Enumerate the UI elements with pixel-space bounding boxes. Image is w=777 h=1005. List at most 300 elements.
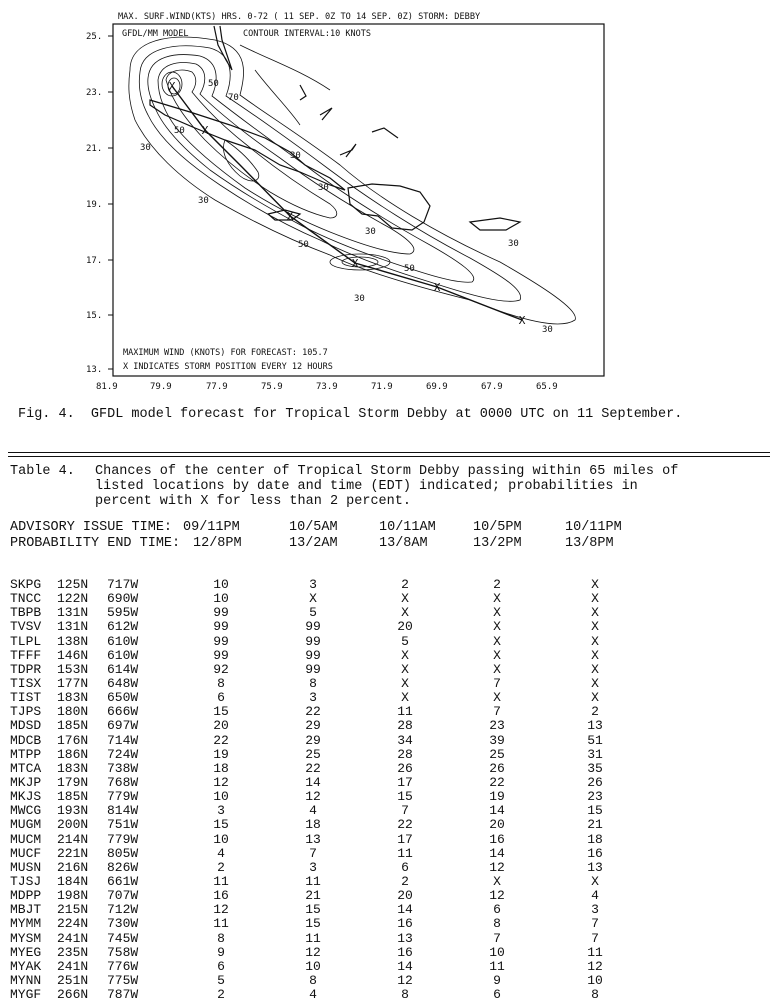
- probability-cell: 6: [493, 902, 501, 918]
- lat-label: 21.: [86, 144, 103, 154]
- lat-label: 15.: [86, 311, 103, 321]
- wind-contours: [129, 37, 576, 324]
- table-row: [10, 917, 710, 931]
- probability-cell: 2: [401, 873, 409, 889]
- station-latitude: 146N: [57, 647, 89, 663]
- puerto-rico-coast: [470, 218, 520, 230]
- probability-cell: 12: [587, 958, 603, 974]
- table-row: [10, 620, 710, 634]
- florida-coast: [214, 26, 232, 70]
- probability-cell: 5: [217, 972, 225, 988]
- forecast-map-figure: [0, 0, 777, 400]
- probability-cell: 39: [489, 732, 505, 748]
- station-latitude: 251N: [57, 972, 89, 988]
- table-row: [10, 847, 710, 861]
- station-longitude: 612W: [107, 619, 139, 635]
- table-row: [10, 818, 710, 832]
- probability-cell: X: [493, 619, 501, 635]
- station-longitude: 666W: [107, 704, 139, 720]
- station-longitude: 775W: [107, 972, 139, 988]
- station-latitude: 185N: [57, 718, 89, 734]
- probability-cell: 18: [305, 817, 321, 833]
- probability-cell: 2: [217, 859, 225, 875]
- probability-cell: 12: [489, 859, 505, 875]
- station-latitude: 241N: [57, 958, 89, 974]
- probability-cell: 26: [397, 760, 413, 776]
- table-row: [10, 974, 710, 988]
- probability-cell: 16: [213, 888, 229, 904]
- station-latitude: 131N: [57, 619, 89, 635]
- probability-cell: 5: [401, 633, 409, 649]
- station-code: MTPP: [10, 746, 42, 762]
- probability-cell: X: [591, 661, 599, 677]
- probability-cell: 25: [489, 746, 505, 762]
- end-time: 13/2AM: [289, 536, 338, 551]
- station-code: MYSM: [10, 930, 42, 946]
- probability-cell: 11: [305, 930, 321, 946]
- probability-cell: 19: [213, 746, 229, 762]
- probability-cell: 19: [489, 789, 505, 805]
- station-code: MDPP: [10, 888, 42, 904]
- station-longitude: 779W: [107, 831, 139, 847]
- table-row: [10, 804, 710, 818]
- end-time: 12/8PM: [193, 536, 242, 551]
- probability-cell: 13: [397, 930, 413, 946]
- table-row: [10, 946, 710, 960]
- probability-cell: X: [591, 690, 599, 706]
- probability-cell: X: [401, 605, 409, 621]
- probability-cell: 8: [493, 916, 501, 932]
- station-longitude: 745W: [107, 930, 139, 946]
- probability-cell: X: [591, 873, 599, 889]
- probability-cell: 7: [401, 803, 409, 819]
- advisory-issue-label: ADVISORY ISSUE TIME:: [10, 520, 173, 535]
- probability-cell: X: [309, 591, 317, 607]
- station-code: MUCF: [10, 845, 42, 861]
- contour-label: 30: [140, 143, 151, 153]
- probability-cell: X: [401, 591, 409, 607]
- probability-cell: 16: [489, 831, 505, 847]
- probability-cell: 10: [587, 972, 603, 988]
- station-latitude: 186N: [57, 746, 89, 762]
- station-code: SKPG: [10, 577, 42, 592]
- jamaica-coast: [268, 210, 300, 220]
- lon-label: 69.9: [426, 382, 448, 392]
- station-latitude: 241N: [57, 930, 89, 946]
- station-code: MKJP: [10, 774, 42, 790]
- issue-time: 10/11PM: [565, 520, 622, 535]
- station-longitude: 730W: [107, 916, 139, 932]
- lon-label: 75.9: [261, 382, 283, 392]
- probability-cell: 10: [213, 831, 229, 847]
- station-latitude: 216N: [57, 859, 89, 875]
- probability-cell: 14: [489, 803, 505, 819]
- probability-cell: 7: [309, 845, 317, 861]
- issue-time: 09/11PM: [183, 520, 240, 535]
- station-longitude: 650W: [107, 690, 139, 706]
- probability-cell: 4: [217, 845, 225, 861]
- station-longitude: 697W: [107, 718, 139, 734]
- probability-cell: 8: [309, 972, 317, 988]
- probability-cell: 11: [213, 873, 229, 889]
- probability-cell: 9: [217, 944, 225, 960]
- probability-cell: 7: [493, 704, 501, 720]
- probability-cell: 4: [309, 987, 317, 1003]
- station-longitude: 826W: [107, 859, 139, 875]
- station-longitude: 690W: [107, 591, 139, 607]
- table-caption-text: [95, 464, 715, 509]
- station-latitude: 198N: [57, 888, 89, 904]
- probability-cell: X: [591, 675, 599, 691]
- contour-label: 50: [208, 79, 219, 89]
- table-row: [10, 988, 710, 1002]
- table-label: Table 4.: [10, 464, 75, 479]
- probability-cell: 10: [305, 958, 321, 974]
- station-longitude: 779W: [107, 789, 139, 805]
- storm-position-x-icon: X: [518, 314, 526, 327]
- probability-cell: 16: [397, 916, 413, 932]
- station-code: MYEG: [10, 944, 42, 960]
- probability-cell: 28: [397, 746, 413, 762]
- station-longitude: 610W: [107, 633, 139, 649]
- table-row: [10, 861, 710, 875]
- probability-cell: 99: [305, 633, 321, 649]
- probability-cell: 17: [397, 774, 413, 790]
- probability-cell: 22: [305, 760, 321, 776]
- probability-cell: 92: [213, 661, 229, 677]
- station-latitude: 122N: [57, 591, 89, 607]
- probability-cell: 11: [587, 944, 603, 960]
- probability-cell: X: [401, 675, 409, 691]
- station-longitude: 787W: [107, 987, 139, 1003]
- probability-cell: 99: [305, 661, 321, 677]
- probability-cell: X: [493, 605, 501, 621]
- probability-cell: 20: [489, 817, 505, 833]
- lat-label: 13.: [86, 365, 103, 375]
- contour-label: 30: [198, 196, 209, 206]
- map-header: MAX. SURF.WIND(KTS) HRS. 0-72 ( 11 SEP. 0Z TO 14 SEP. 0Z) STORM: DEBBY: [118, 12, 481, 22]
- station-latitude: 224N: [57, 916, 89, 932]
- station-latitude: 180N: [57, 704, 89, 720]
- probability-cell: 7: [493, 930, 501, 946]
- table-row: [10, 776, 710, 790]
- probability-cell: 10: [213, 577, 229, 592]
- station-latitude: 183N: [57, 760, 89, 776]
- contour-label: 50: [298, 240, 309, 250]
- probability-cell: 6: [401, 859, 409, 875]
- station-latitude: 125N: [57, 577, 89, 592]
- probability-cell: 13: [587, 718, 603, 734]
- station-longitude: 610W: [107, 647, 139, 663]
- station-code: MTCA: [10, 760, 42, 776]
- table-row: [10, 889, 710, 903]
- probability-cell: 2: [217, 987, 225, 1003]
- issue-time: 10/5AM: [289, 520, 338, 535]
- station-latitude: 200N: [57, 817, 89, 833]
- issue-time: 10/11AM: [379, 520, 436, 535]
- probability-cell: X: [493, 873, 501, 889]
- station-code: MUGM: [10, 817, 42, 833]
- table-row: [10, 592, 710, 606]
- station-longitude: 814W: [107, 803, 139, 819]
- station-code: TVSV: [10, 619, 42, 635]
- station-code: TISX: [10, 675, 42, 691]
- station-latitude: 221N: [57, 845, 89, 861]
- lon-labels: [96, 382, 558, 392]
- station-longitude: 712W: [107, 902, 139, 918]
- station-latitude: 176N: [57, 732, 89, 748]
- hispaniola-coast: [348, 184, 430, 230]
- station-code: MYGF: [10, 987, 42, 1003]
- probability-cell: 20: [397, 888, 413, 904]
- probability-cell: 18: [587, 831, 603, 847]
- probability-cell: 6: [217, 690, 225, 706]
- station-code: MYMM: [10, 916, 42, 932]
- probability-cell: 22: [489, 774, 505, 790]
- station-longitude: 714W: [107, 732, 139, 748]
- lon-label: 67.9: [481, 382, 503, 392]
- station-longitude: 648W: [107, 675, 139, 691]
- station-latitude: 138N: [57, 633, 89, 649]
- station-code: MKJS: [10, 789, 42, 805]
- lat-label: 19.: [86, 200, 103, 210]
- position-note: X INDICATES STORM POSITION EVERY 12 HOURS: [123, 362, 333, 372]
- lon-label: 77.9: [206, 382, 228, 392]
- table-row: [10, 762, 710, 776]
- probability-cell: X: [591, 591, 599, 607]
- station-longitude: 738W: [107, 760, 139, 776]
- storm-position-x-icon: X: [433, 281, 441, 294]
- probability-cell: 6: [217, 958, 225, 974]
- station-code: MWCG: [10, 803, 42, 819]
- probability-cell: 20: [213, 718, 229, 734]
- probability-cell: X: [591, 577, 599, 592]
- probability-cell: X: [401, 661, 409, 677]
- probability-cell: X: [493, 690, 501, 706]
- probability-cell: 13: [305, 831, 321, 847]
- station-code: TNCC: [10, 591, 42, 607]
- probability-cell: 11: [397, 845, 413, 861]
- probability-cell: 4: [591, 888, 599, 904]
- station-longitude: 751W: [107, 817, 139, 833]
- table-row: [10, 635, 710, 649]
- max-wind-note: MAXIMUM WIND (KNOTS) FOR FORECAST: 105.7: [123, 348, 328, 358]
- probability-cell: 6: [493, 987, 501, 1003]
- bahamas-4: [372, 128, 398, 138]
- table-row: [10, 932, 710, 946]
- station-longitude: 614W: [107, 661, 139, 677]
- station-latitude: 184N: [57, 873, 89, 889]
- probability-cell: 12: [305, 944, 321, 960]
- table-caption-line: percent with X for less than 2 percent.: [95, 494, 411, 509]
- map-contour-interval: CONTOUR INTERVAL:10 KNOTS: [243, 29, 371, 39]
- station-longitude: 758W: [107, 944, 139, 960]
- storm-position-x-icon: X: [201, 124, 209, 137]
- map-model-label: GFDL/MM MODEL: [122, 29, 189, 39]
- probability-cell: 23: [489, 718, 505, 734]
- probability-cell: 26: [489, 760, 505, 776]
- probability-cell: 8: [591, 987, 599, 1003]
- contour-label: 50: [174, 126, 185, 136]
- probability-cell: 99: [213, 647, 229, 663]
- contour-value-labels: [140, 79, 553, 335]
- station-code: TJSJ: [10, 873, 42, 889]
- probability-cell: X: [401, 690, 409, 706]
- probability-cell: 17: [397, 831, 413, 847]
- station-code: TBPB: [10, 605, 42, 621]
- station-longitude: 707W: [107, 888, 139, 904]
- contour-label: 50: [404, 264, 415, 274]
- station-code: MYAK: [10, 958, 42, 974]
- table-caption-line: listed locations by date and time (EDT) indicated; probabilities in: [95, 479, 638, 494]
- probability-cell: 99: [213, 605, 229, 621]
- lon-label: 79.9: [150, 382, 172, 392]
- station-latitude: 179N: [57, 774, 89, 790]
- probability-cell: 15: [305, 902, 321, 918]
- lat-labels: [86, 32, 102, 375]
- probability-cell: 99: [213, 619, 229, 635]
- probability-cell: 12: [489, 888, 505, 904]
- bahamas-1: [300, 85, 306, 100]
- probability-cell: 51: [587, 732, 603, 748]
- probability-cell: 13: [587, 859, 603, 875]
- contour-label: 70: [228, 93, 239, 103]
- probability-cell: X: [493, 591, 501, 607]
- probability-cell: 29: [305, 718, 321, 734]
- station-latitude: 131N: [57, 605, 89, 621]
- station-code: MDSD: [10, 718, 42, 734]
- storm-position-x-icon: X: [351, 257, 359, 270]
- probability-cell: 14: [397, 958, 413, 974]
- probability-cell: 22: [213, 732, 229, 748]
- probability-cell: 10: [489, 944, 505, 960]
- probability-cell: 2: [493, 577, 501, 592]
- probability-cell: 22: [305, 704, 321, 720]
- table-row: [10, 649, 710, 663]
- station-code: TJPS: [10, 704, 42, 720]
- station-code: MBJT: [10, 902, 42, 918]
- contour-label: 30: [542, 325, 553, 335]
- probability-cell: 99: [213, 633, 229, 649]
- probability-cell: 29: [305, 732, 321, 748]
- probability-cell: 23: [587, 789, 603, 805]
- probability-cell: 20: [397, 619, 413, 635]
- probability-cell: 3: [309, 577, 317, 592]
- issue-time: 10/5PM: [473, 520, 522, 535]
- probability-cell: 15: [587, 803, 603, 819]
- station-code: TDPR: [10, 661, 42, 677]
- probability-cell: 7: [591, 930, 599, 946]
- contour-label: 30: [290, 151, 301, 161]
- probability-cell: X: [493, 661, 501, 677]
- table-row: [10, 677, 710, 691]
- table-row: [10, 578, 710, 592]
- station-code: MUSN: [10, 859, 42, 875]
- probability-cell: X: [493, 647, 501, 663]
- lon-label: 73.9: [316, 382, 338, 392]
- probability-cell: 14: [489, 845, 505, 861]
- probability-cell: 12: [213, 774, 229, 790]
- table-row: [10, 790, 710, 804]
- station-latitude: 177N: [57, 675, 89, 691]
- station-latitude: 214N: [57, 831, 89, 847]
- end-time: 13/8PM: [565, 536, 614, 551]
- divider-rule: [8, 452, 770, 453]
- divider-rule: [8, 456, 770, 457]
- probability-cell: 8: [217, 675, 225, 691]
- probability-cell: 3: [217, 803, 225, 819]
- station-longitude: 805W: [107, 845, 139, 861]
- station-code: MDCB: [10, 732, 42, 748]
- probability-cell: 99: [305, 619, 321, 635]
- table-caption-line: Chances of the center of Tropical Storm Debby passing within 65 miles of: [95, 464, 679, 479]
- probability-cell: 8: [309, 675, 317, 691]
- probability-cell: 15: [213, 817, 229, 833]
- probability-cell: 25: [305, 746, 321, 762]
- probability-cell: 8: [401, 987, 409, 1003]
- storm-position-x-icon: X: [168, 80, 176, 93]
- probability-end-label: PROBABILITY END TIME:: [10, 536, 181, 551]
- station-code: TLPL: [10, 633, 42, 649]
- table-row: [10, 875, 710, 889]
- contour-label: 30: [365, 227, 376, 237]
- station-longitude: 724W: [107, 746, 139, 762]
- station-longitude: 717W: [107, 577, 139, 592]
- probability-cell: 16: [397, 944, 413, 960]
- lon-label: 71.9: [371, 382, 393, 392]
- table-row: [10, 663, 710, 677]
- table-row: [10, 606, 710, 620]
- probability-cell: 16: [587, 845, 603, 861]
- probability-cell: 3: [309, 690, 317, 706]
- station-longitude: 776W: [107, 958, 139, 974]
- table-row: [10, 748, 710, 762]
- station-code: MYNN: [10, 972, 42, 988]
- table-row: [10, 833, 710, 847]
- figure-caption: Fig. 4. GFDL model forecast for Tropical Storm Debby at 0000 UTC on 11 September.: [18, 407, 683, 422]
- table-row: [10, 691, 710, 705]
- probability-cell: 11: [305, 873, 321, 889]
- probability-cell: 11: [397, 704, 413, 720]
- table-row: [10, 734, 710, 748]
- probability-cell: 15: [305, 916, 321, 932]
- lat-label: 25.: [86, 32, 103, 42]
- probability-cell: 34: [397, 732, 413, 748]
- station-code: TFFF: [10, 647, 42, 663]
- probability-cell: X: [493, 633, 501, 649]
- lon-label: 65.9: [536, 382, 558, 392]
- station-latitude: 215N: [57, 902, 89, 918]
- station-code: MUCM: [10, 831, 42, 847]
- probability-cell: 12: [397, 972, 413, 988]
- probability-cell: X: [591, 605, 599, 621]
- probability-cell: 21: [587, 817, 603, 833]
- contour-label: 30: [508, 239, 519, 249]
- probability-cell: 3: [309, 859, 317, 875]
- station-code: TIST: [10, 690, 42, 706]
- probability-cell: 2: [401, 577, 409, 592]
- probability-cell: 2: [591, 704, 599, 720]
- probability-cell: 21: [305, 888, 321, 904]
- probability-table: [10, 578, 710, 1002]
- probability-cell: 9: [493, 972, 501, 988]
- map-frame: [113, 24, 604, 376]
- station-latitude: 185N: [57, 789, 89, 805]
- probability-cell: 12: [305, 789, 321, 805]
- probability-cell: 10: [213, 591, 229, 607]
- probability-cell: 35: [587, 760, 603, 776]
- table-row: [10, 719, 710, 733]
